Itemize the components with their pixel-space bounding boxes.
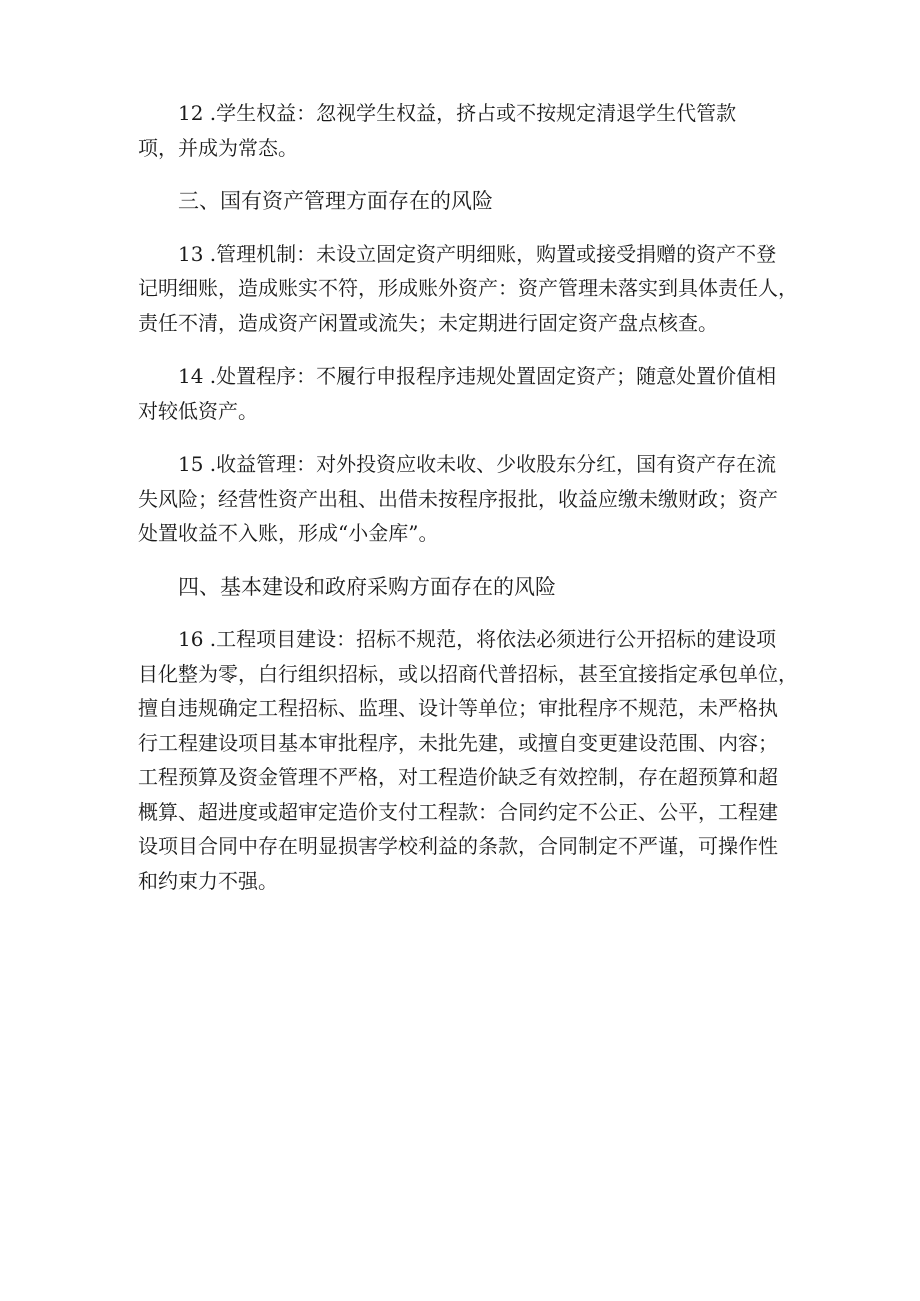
paragraph-line: 14 .处置程序：不履行申报程序违规处置固定资产；随意处置价值相 (178, 364, 777, 388)
paragraph-line: 目化整为零，白行组织招标，或以招商代普招标，甚至宜接指定承包单位， (138, 661, 798, 686)
paragraph-16 (138, 622, 798, 898)
paragraph-13 (138, 237, 798, 341)
paragraph-line: 失风险；经营性资产出租、出借未按程序报批，收益应缴未缴财政；资产 (138, 486, 778, 511)
paragraph-line: 项，并成为常态。 (138, 135, 298, 160)
paragraph-line: 15 .收益管理：对外投资应收未收、少收股东分红，国有资产存在流 (178, 452, 777, 476)
section-heading-4: 四、基本建设和政府采购方面存在的风险 (178, 574, 556, 599)
paragraph-line: 12 .学生权益：忽视学生权益，挤占或不按规定清退学生代管款 (178, 101, 737, 125)
paragraph-line: 概算、超进度或超审定造价支付工程款：合同约定不公正、公平，工程建 (138, 799, 778, 824)
paragraph-line: 责任不清，造成资产闲置或流失；未定期进行固定资产盘点核查。 (138, 310, 718, 335)
section-heading-3: 三、国有资产管理方面存在的风险 (178, 189, 493, 213)
paragraph-line: 对较低资产。 (138, 398, 258, 423)
paragraph-line: 设项目合同中存在明显损害学校利益的条款，合同制定不严谨，可操作性 (138, 834, 778, 858)
paragraph-line: 16 .工程项目建设：招标不规范，将依法必须进行公开招标的建设项 (178, 627, 777, 651)
paragraph-line: 处置收益不入账，形成“小金库”。 (138, 521, 439, 545)
paragraph-15 (138, 447, 788, 551)
paragraph-line: 行工程建设项目基本审批程序，未批先建，或擅自变更建设范围、内容； (138, 730, 778, 755)
paragraph-line: 擅自违规确定工程招标、监理、设计等单位；审批程序不规范，未严格执 (138, 696, 778, 720)
paragraph-line: 13 .管理机制：未设立固定资产明细账，购置或接受捐赠的资产不登 (178, 241, 777, 266)
paragraph-line: 记明细账，造成账实不符，形成账外资产：资产管理未落实到具体责任人， (138, 276, 798, 300)
paragraph-12 (138, 96, 788, 165)
document-page (138, 96, 798, 898)
paragraph-line: 工程预算及资金管理不严格，对工程造价缺乏有效控制，存在超预算和超 (138, 765, 778, 789)
paragraph-line: 和约束力不强。 (138, 868, 278, 893)
paragraph-14 (138, 359, 788, 428)
